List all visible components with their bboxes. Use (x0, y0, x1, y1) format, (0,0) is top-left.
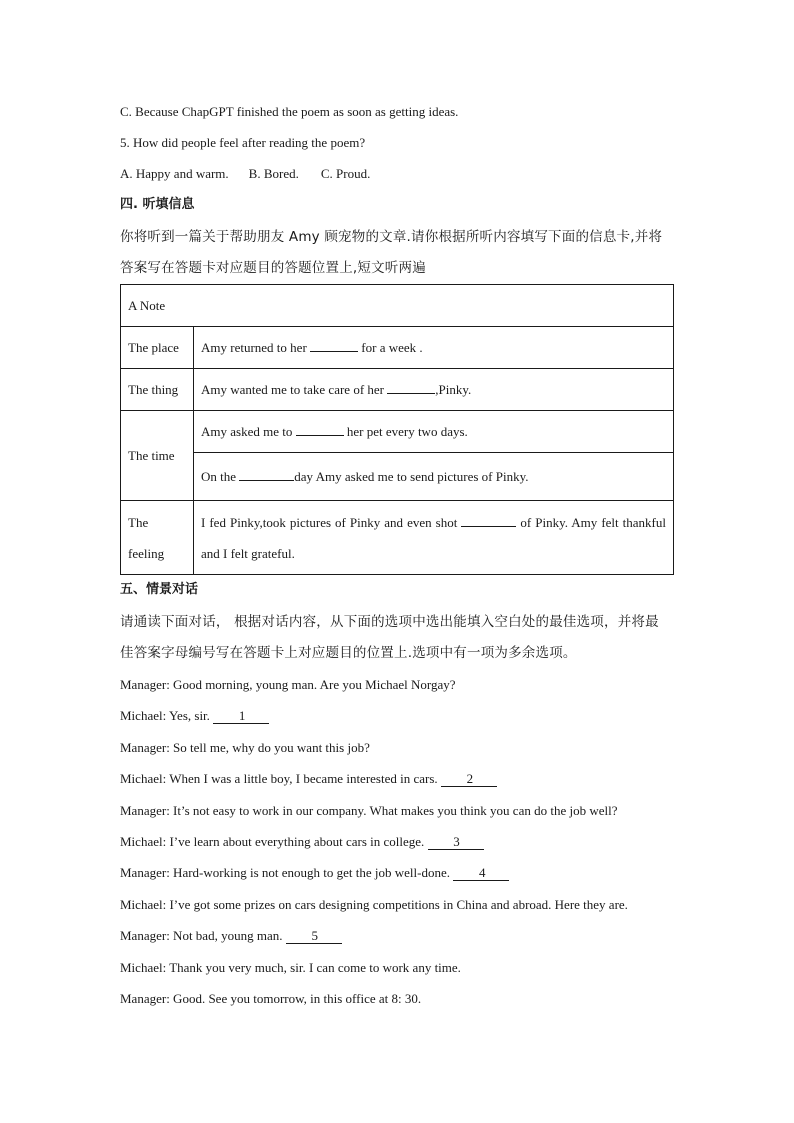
feeling-sentence: I fed Pinky,took pictures of Pinky and even shot of Pinky. Amy felt thankful and I felt grateful. (194, 501, 674, 575)
thing-sentence: Amy wanted me to take care of her ,Pinky. (194, 369, 674, 411)
dialogue-line (120, 677, 680, 693)
dialogue-text: Manager: It’s not easy to work in our company. What makes you think you can do the job well? (120, 803, 618, 818)
dialogue-line (120, 771, 680, 787)
q5-option-a: A. Happy and warm. (120, 166, 229, 181)
dialogue-line (120, 865, 680, 881)
q5-option-b: B. Bored. (248, 166, 299, 181)
answer-blank: 2 (441, 772, 497, 787)
dialogue-line (120, 708, 680, 724)
time-blank-2 (239, 468, 294, 481)
section-5-heading: 五、情景对话 (120, 582, 199, 597)
feeling-blank (461, 514, 516, 527)
answer-blank: 4 (453, 866, 509, 881)
dialogue-text: Michael: I’ve got some prizes on cars designing competitions in China and abroad. Here they are. (120, 897, 628, 912)
q4-option-c: C. Because ChapGPT finished the poem as soon as getting ideas. (120, 104, 459, 119)
dialogue-text: Michael: I’ve learn about everything about cars in college. (120, 834, 428, 849)
dialogue-text: Michael: Yes, sir. (120, 708, 214, 723)
dialogue-text: Manager: Good morning, young man. Are you Michael Norgay? (120, 677, 456, 692)
thing-blank (387, 381, 435, 394)
dialogue-line (120, 928, 680, 944)
dialogue-line (120, 991, 680, 1007)
note-table (120, 284, 674, 575)
answer-blank: 5 (286, 929, 342, 944)
section-4-instruction-line2: 答案写在答题卡对应题目的答题位置上,短文听两遍 (120, 260, 426, 276)
section-5-instruction-line1: 请通读下面对话， 根据对话内容，从下面的选项中选出能填入空白处的最佳选项，并将最 (120, 614, 659, 630)
note-title: A Note (121, 285, 674, 327)
time-sentence-1: Amy asked me to her pet every two days. (194, 411, 674, 453)
section-4-instruction-line1: 你将听到一篇关于帮助朋友 Amy 顾宠物的文章.请你根据所听内容填写下面的信息卡,并将 (120, 229, 663, 245)
place-sentence: Amy returned to her for a week . (194, 327, 674, 369)
time-label: The time (121, 411, 194, 501)
place-label: The place (121, 327, 194, 369)
thing-label: The thing (121, 369, 194, 411)
dialogue-line (120, 834, 680, 850)
answer-blank: 3 (428, 835, 484, 850)
feeling-label: The feeling (121, 501, 194, 575)
dialogue-line (120, 803, 680, 819)
dialogue-text: Michael: Thank you very much, sir. I can come to work any time. (120, 960, 461, 975)
dialogue-text: Manager: So tell me, why do you want this job? (120, 740, 370, 755)
time-sentence-2: On the day Amy asked me to send pictures of Pinky. (194, 453, 674, 501)
time-blank-1 (296, 423, 344, 436)
q5-question: 5. How did people feel after reading the poem? (120, 135, 366, 150)
dialogue-text: Manager: Hard-working is not enough to get the job well-done. (120, 865, 454, 880)
dialogue-line (120, 740, 680, 756)
answer-blank: 1 (213, 709, 269, 724)
dialogue-text: Manager: Good. See you tomorrow, in this office at 8: 30. (120, 991, 422, 1006)
dialogue-line (120, 897, 680, 913)
dialogue-line (120, 960, 680, 976)
section-4-heading: 四. 听填信息 (120, 197, 195, 212)
dialogue-text: Manager: Not bad, young man. (120, 928, 286, 943)
section-5-instruction-line2: 佳答案字母编号写在答题卡上对应题目的位置上.选项中有一项为多余选项。 (120, 645, 577, 661)
place-blank (310, 339, 358, 352)
q5-options (120, 166, 680, 182)
q5-option-c: C. Proud. (320, 166, 371, 181)
dialogue-text: Michael: When I was a little boy, I became interested in cars. (120, 771, 441, 786)
